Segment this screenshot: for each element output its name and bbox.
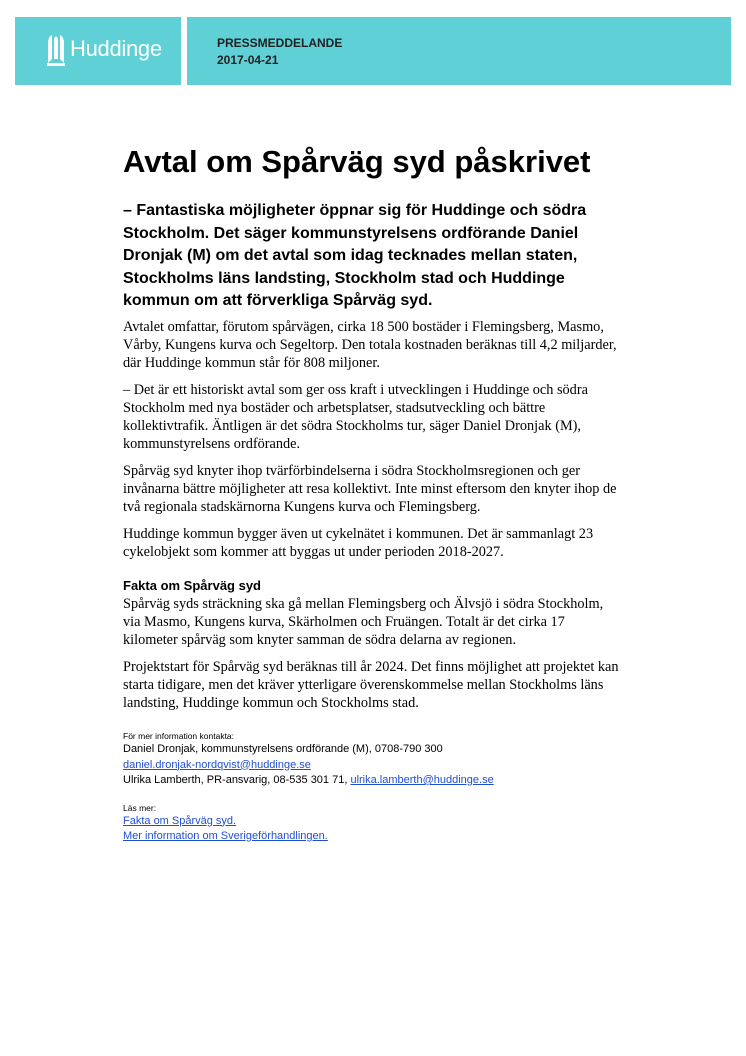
huddinge-emblem-icon [46,33,66,67]
read-more-section [123,802,623,845]
body-paragraph: Avtalet omfattar, förutom spårvägen, cirka 18 500 bostäder i Flemingsberg, Masmo, Vårby, Kungens kurva och Segeltorp. Den totala kostnaden beräknas till 4,2 miljarder, där Huddinge kommun står för 808 miljoner. [123,319,617,371]
contact-email-1[interactable]: daniel.dronjak-nordqvist@huddinge.se [123,758,311,771]
article-lead: – Fantastiska möjligheter öppnar sig för Huddinge och södra Stockholm. Det säger kommunstyrelsens ordförande Daniel Dronjak (M) om det avtal som idag tecknades mellan staten, Stockholms läns landsting, Stockholm stad och Huddinge kommun om att förverkliga Spårväg syd. [123,202,587,310]
article-body [123,318,623,721]
facts-heading: Fakta om Spårväg syd [123,578,261,593]
contact-section [123,730,623,845]
press-release-date: 2017-04-21 [217,53,279,67]
contact-person-2: Ulrika Lamberth, PR-ansvarig, 08-535 301 71, [123,774,351,786]
header-bar [187,17,731,85]
read-more-link-sverigeforhandlingen[interactable]: Mer information om Sverigeförhandlingen. [123,830,328,842]
contact-intro: För mer information kontakta: [123,731,235,741]
facts-paragraph: Spårväg syds sträckning ska gå mellan Flemingsberg och Älvsjö i södra Stockholm, via Masmo, Kungens kurva, Skärholmen och Fruängen. Totalt är det cirka 17 kilometer spårväg som knyter samman de södra delarna av regionen. [123,596,604,648]
press-release-label: PRESSMEDDELANDE [217,36,343,50]
body-paragraph: – Det är ett historiskt avtal som ger oss kraft i utvecklingen i Huddinge och södra Stockholm med nya bostäder och arbetsplatser, stadsutveckling och bättre kollektivtrafik. Äntligen är det södra Stockholms tur, säger Daniel Dronjak (M), kommunstyrelsens ordförande. [123,382,588,452]
body-paragraph: Huddinge kommun bygger även ut cykelnätet i kommunen. Det är sammanlagt 23 cykelobjekt som kommer att byggas ut under perioden 2018-2027. [123,526,594,560]
logo-text: Huddinge [70,36,162,61]
contact-email-2[interactable]: ulrika.lamberth@huddinge.se [350,774,494,786]
article-title: Avtal om Spårväg syd påskrivet [123,144,591,179]
contact-person-1: Daniel Dronjak, kommunstyrelsens ordförande (M), 0708-790 300 [123,743,443,755]
read-more-link-facts[interactable]: Fakta om Spårväg syd. [123,814,237,827]
body-paragraph: Spårväg syd knyter ihop tvärförbindelserna i södra Stockholmsregionen och ger invånarna bättre möjligheter att resa kollektivt. Inte minst eftersom den knyter ihop de två regionala stadskärnorna Kungens kurva och Flemingsberg. [123,463,617,515]
facts-paragraph: Projektstart för Spårväg syd beräknas till år 2024. Det finns möjlighet att projektet kan starta tidigare, men det kräver ytterligare överenskommelse mellan Stockholms läns landsting, Huddinge kommun och Stockholms stad. [123,659,619,711]
read-more-intro: Läs mer: [123,802,157,813]
logo-banner [15,17,181,85]
